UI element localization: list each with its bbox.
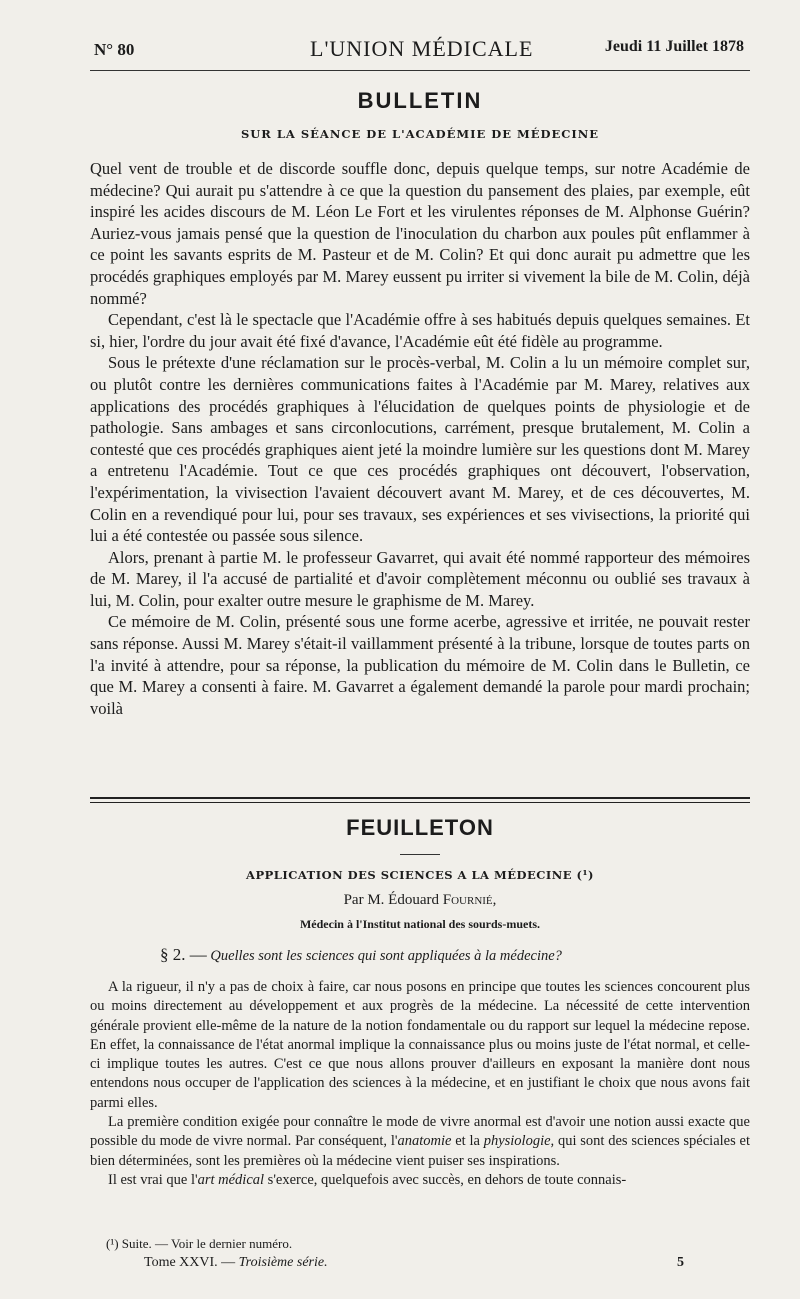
bulletin-paragraph: Sous le prétexte d'une réclamation sur le procès-verbal, M. Colin a lu un mémoire complet sur, ou plutôt contre les dernières communications faites à l'Académie par M. Marey, relatives aux applications des procédés graphiques à l'élucidation de quelques points de physiologie et de pathologie. Sans ambages et sans circonlocutions, carrément, presque brutalement, M. Colin a contesté que ces procédés graphiques aient jeté la moindre lumière sur les questions dont M. Marey a entretenu l'Académie. Tout ce que ces procédés graphiques ont découvert, l'observation, l'expérimentation, la vivisection l'avaient découvert avant M. Marey, et de ces découvertes, M. Colin en a revendiqué pour lui, pour ses travaux, ses expériences et ses vivisections, la priorité qui lui a été contestée ou passée sous silence.: [90, 353, 750, 546]
emphasis-art-medical: art médical: [197, 1171, 265, 1188]
bulletin-paragraph: Cependant, c'est là le spectacle que l'Académie offre à ses habitués depuis quelques semaines. Et si, hier, l'ordre du jour avait été fixé d'avance, l'Académie eût été fidèle au programme.: [90, 310, 750, 351]
bulletin-title: BULLETIN: [357, 88, 483, 113]
issue-date: Jeudi 11 Juillet 1878: [604, 38, 744, 55]
journal-title: L'UNION MÉDICALE: [310, 36, 534, 61]
issue-number: N° 80: [94, 40, 135, 59]
serie-label: Troisième série.: [238, 1255, 328, 1270]
emphasis-physiologie: physiologie,: [483, 1133, 555, 1150]
footnote: (¹) Suite. — Voir le dernier numéro.: [106, 1236, 293, 1251]
page-header: [90, 36, 750, 66]
text-run: Il est vrai que l': [108, 1171, 198, 1188]
feuilleton-body: [90, 978, 750, 1190]
author-name: Fournié,: [442, 892, 497, 908]
page-number: 5: [677, 1255, 684, 1270]
tome-label: Tome XXVI. —: [144, 1255, 239, 1270]
bulletin-subtitle: SUR LA SÉANCE DE L'ACADÉMIE DE MÉDECINE: [240, 127, 600, 141]
bulletin-paragraph: Alors, prenant à partie M. le professeur Gavarret, qui avait été nommé rapporteur des mémoires de M. Marey, il l'a accusé de partialité et d'avoir complètement méconnu ou oublié ses travaux à lui, M. Colin, pour exalter outre mesure le graphisme de M. Marey.: [90, 547, 750, 610]
feuilleton-paragraph: [90, 1171, 750, 1190]
bulletin-paragraph: Ce mémoire de M. Colin, présenté sous une forme acerbe, agressive et irritée, ne pouvait rester sans réponse. Aussi M. Marey s'était-il vaillamment présenté à la tribune, lorsque de toutes parts on l'a invité à attendre, pour sa réponse, la publication du mémoire de M. Colin dans le Bulletin, ce que M. Marey a consenti à faire. M. Gavarret a également demandé la parole pour mardi prochain; voilà: [90, 612, 750, 718]
text-run: s'exerce, quelquefois avec succès, en dehors de toute connais-: [264, 1171, 627, 1188]
text-run: La première condition exigée pour connaître le mode de vivre anormal est d'avoir une notion aussi exacte que possible du mode de vivre normal. Par conséquent, l': [90, 1114, 750, 1150]
section-divider: [90, 797, 750, 806]
section-title: [90, 945, 750, 965]
feuilleton-paragraph: A la rigueur, il n'y a pas de choix à faire, car nous posons en principe que toutes les sciences concourent plus ou moins directement au développement et aux progrès de la médecine. La nécessité de cette intervention générale provient elle-même de la nature de la notion fondamentale ou du rapport sur lequel la médecine repose. En effet, la connaissance de l'état anormal implique la connaissance plus ou moins juste de l'état normal, et celle-ci implique toutes les autres. C'est ce que nous allons prouver d'ailleurs en exposant la manière dont nous entendons nous occuper de l'application des sciences à la médecine, et en justifiant le choix que nous avons fait parmi elles.: [90, 979, 750, 1111]
article-heading: APPLICATION DES SCIENCES A LA MÉDECINE (¹): [246, 868, 594, 882]
emphasis-anatomie: anatomie: [397, 1133, 452, 1150]
text-run: et la: [451, 1133, 484, 1150]
bulletin-body: [90, 158, 750, 719]
volume-line: [144, 1255, 328, 1271]
feuilleton-rule: [400, 854, 440, 855]
bulletin-paragraph: Quel vent de trouble et de discorde souffle donc, depuis quelque temps, sur notre Académie de médecine? Qui aurait pu s'attendre à ce que la question du pansement des plaies, par exemple, eût inspiré les acides discours de M. Léon Le Fort et les virulentes réponses de M. Alphonse Guérin? Auriez-vous jamais pensé que la question de l'inoculation du charbon aux poules pût enflammer à ce point les savants esprits de M. Pasteur et de M. Colin? Et qui donc aurait pu admettre que les procédés graphiques employés par M. Marey eussent pu irriter si vivement la bile de M. Colin, déjà nommé?: [90, 159, 750, 308]
feuilleton-paragraph: [90, 1113, 750, 1171]
divider-thick: [90, 797, 750, 799]
article-author: [90, 892, 750, 909]
divider-thin: [90, 802, 750, 803]
section-sign: § 2. —: [160, 945, 207, 964]
author-affiliation: Médecin à l'Institut national des sourds-muets.: [299, 917, 541, 931]
header-rule: [90, 70, 750, 71]
feuilleton-title: FEUILLETON: [346, 815, 494, 840]
section-question: Quelles sont les sciences qui sont appliquées à la médecine?: [210, 948, 562, 964]
author-prefix: Par M. Édouard: [343, 892, 443, 908]
text-run: qui sont des sciences spéciales et bien déterminées, sont les premières où la médecine vient puiser ses inspirations.: [90, 1133, 750, 1169]
